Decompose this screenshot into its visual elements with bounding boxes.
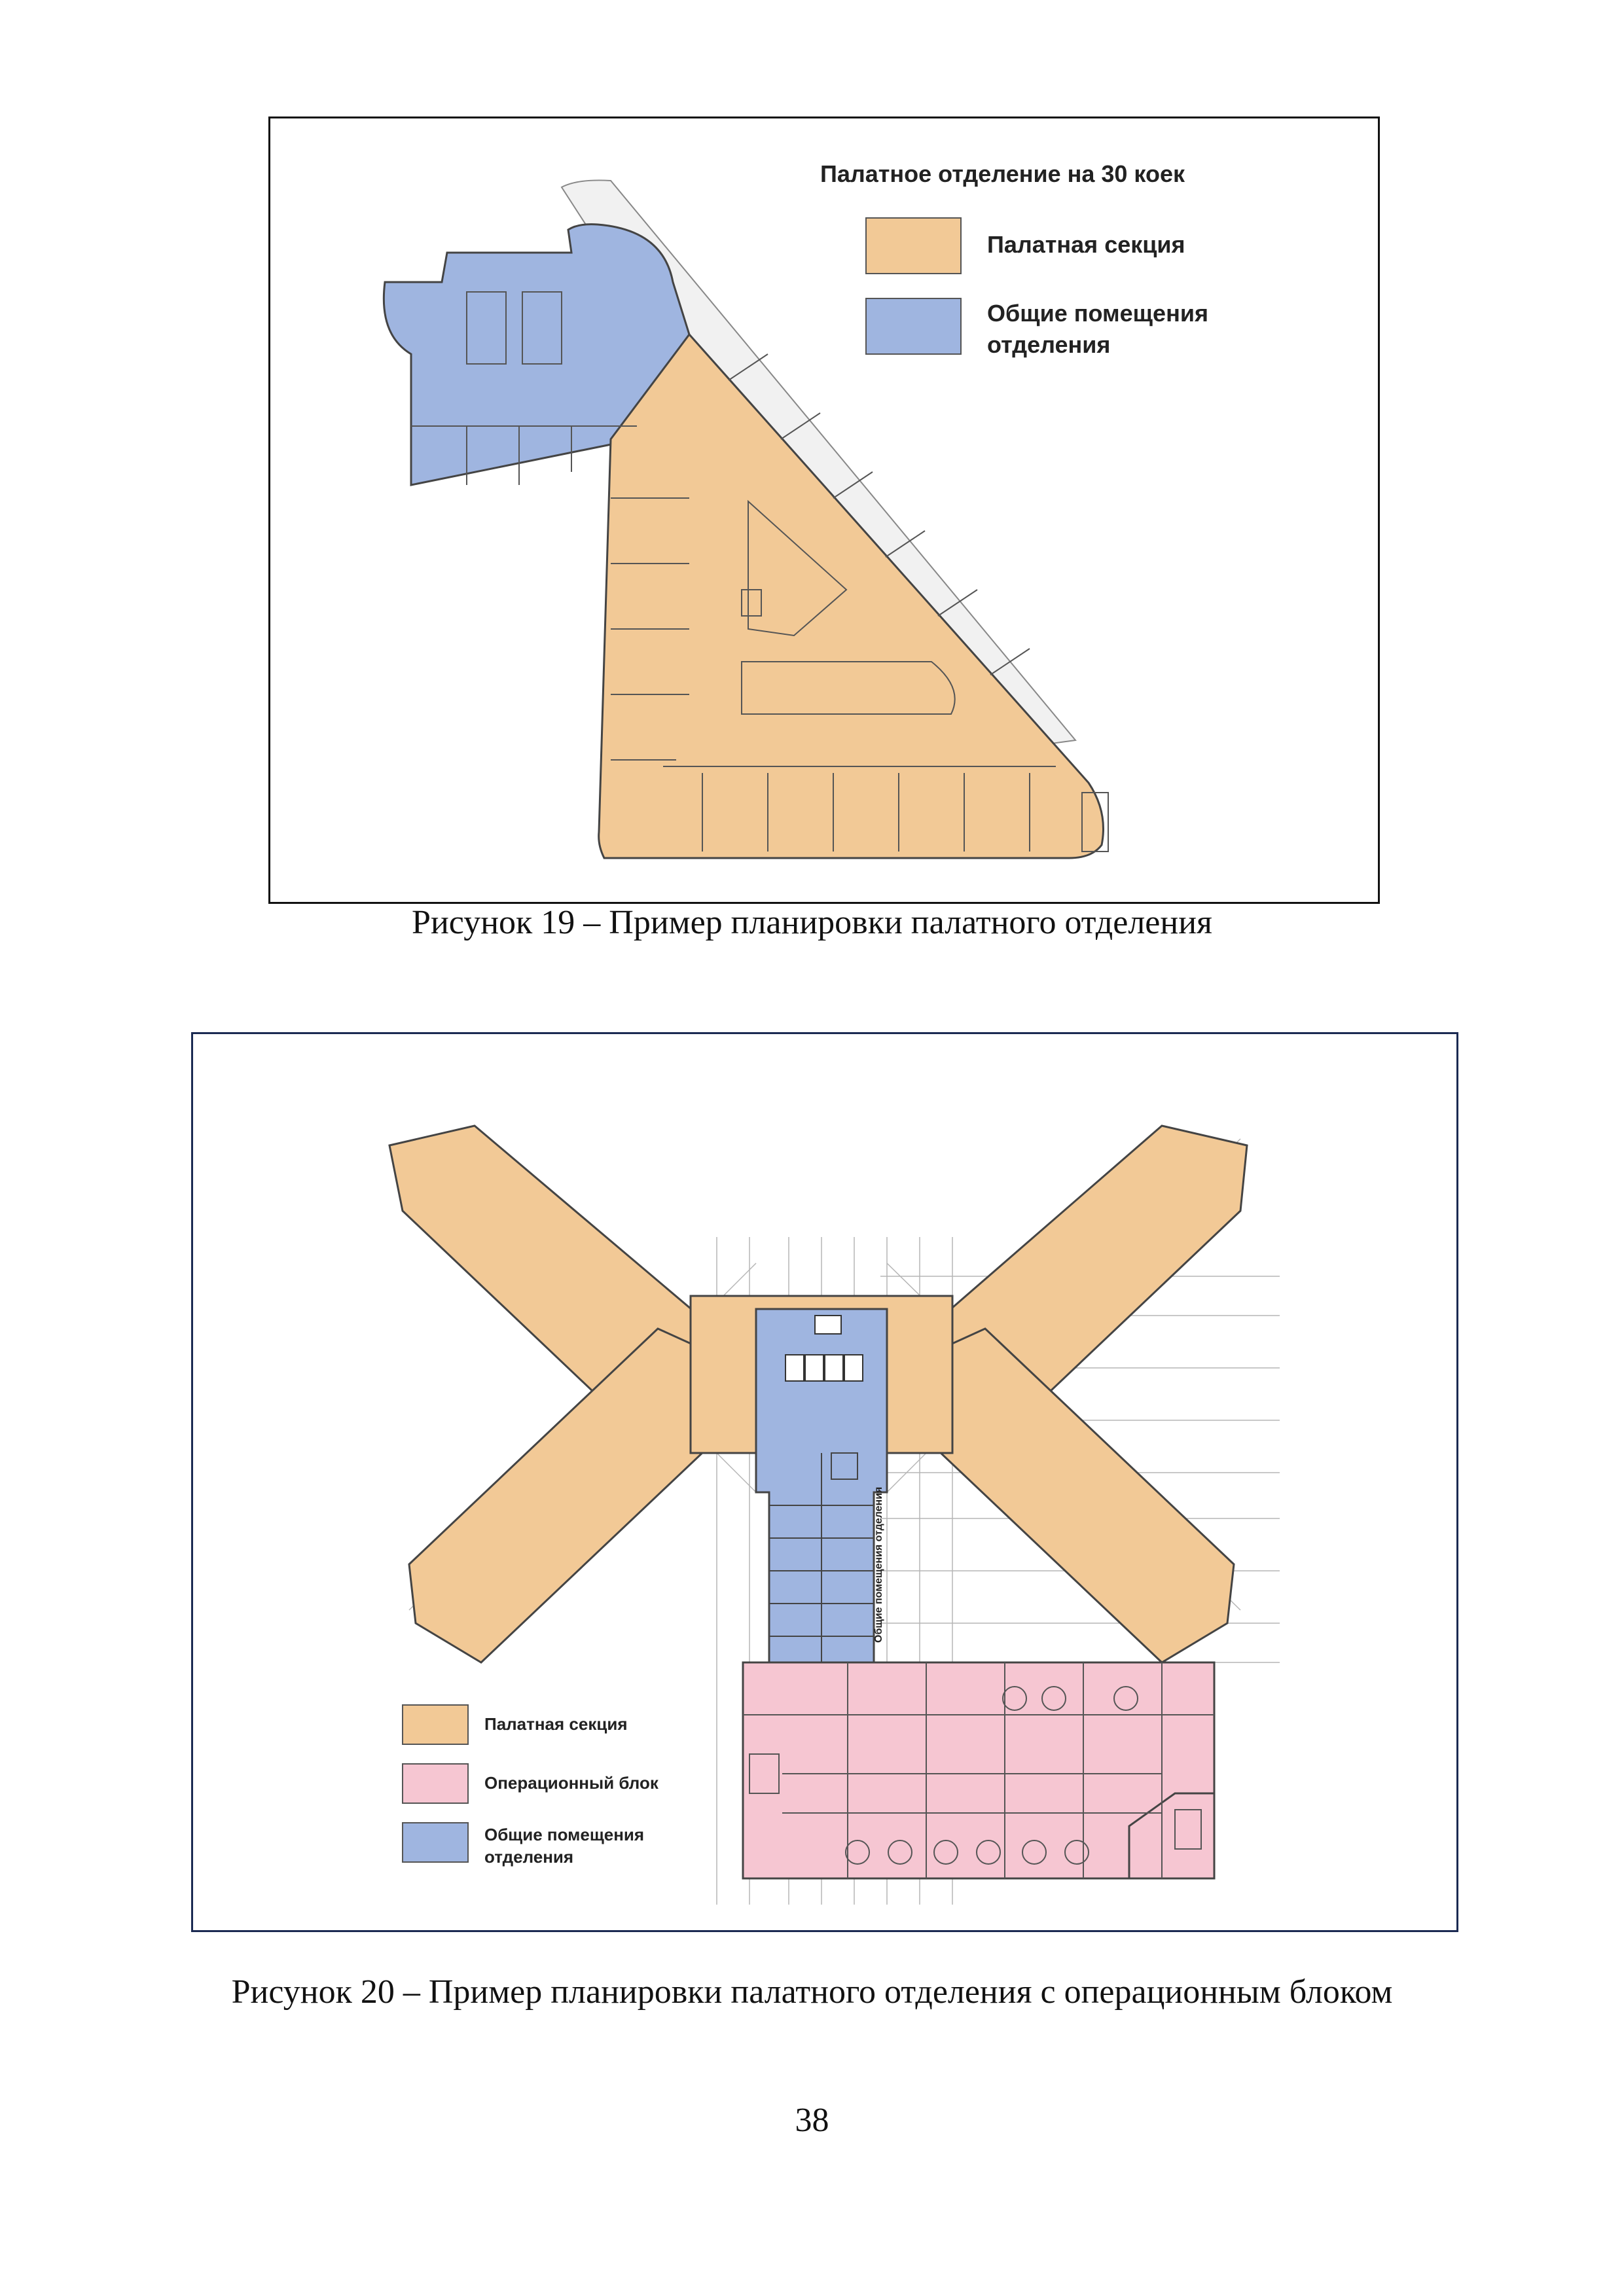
ward-wing-lower-left [409, 1329, 730, 1662]
legend-swatch-common-19 [866, 298, 961, 354]
legend-label-common-20-line1: Общие помещения [484, 1825, 645, 1844]
legend-label-operating-20: Операционный блок [484, 1773, 659, 1793]
page-number: 38 [795, 2102, 829, 2139]
ward-wing-lower-right [913, 1329, 1234, 1662]
legend-swatch-common-20 [403, 1823, 468, 1862]
ward-section-zone [599, 334, 1104, 858]
figure-20-floor-plan [193, 1034, 1456, 1930]
legend-swatch-ward-20 [403, 1705, 468, 1744]
figure-20-caption: Рисунок 20 – Пример планировки палатного отделения с операционным блоком [231, 1973, 1393, 2011]
figure-19-floor-plan [270, 118, 1378, 902]
legend-title-19: Палатное отделение на 30 коек [820, 160, 1185, 187]
legend-label-common-19-line1: Общие помещения [987, 300, 1208, 327]
legend-label-ward-20: Палатная секция [484, 1714, 628, 1734]
figure-19-frame [268, 117, 1380, 904]
legend-label-common-20-line2: отделения [484, 1847, 574, 1867]
legend-label-ward-19: Палатная секция [987, 231, 1185, 258]
legend-swatch-ward-19 [866, 218, 961, 274]
legend-label-common-19-line2: отделения [987, 331, 1111, 358]
figure-20-frame [191, 1032, 1458, 1932]
corridor-label: Общие помещения отделения [873, 1486, 884, 1643]
figure-19-caption: Рисунок 19 – Пример планировки палатного отделения [412, 904, 1212, 941]
legend-swatch-operating-20 [403, 1764, 468, 1803]
